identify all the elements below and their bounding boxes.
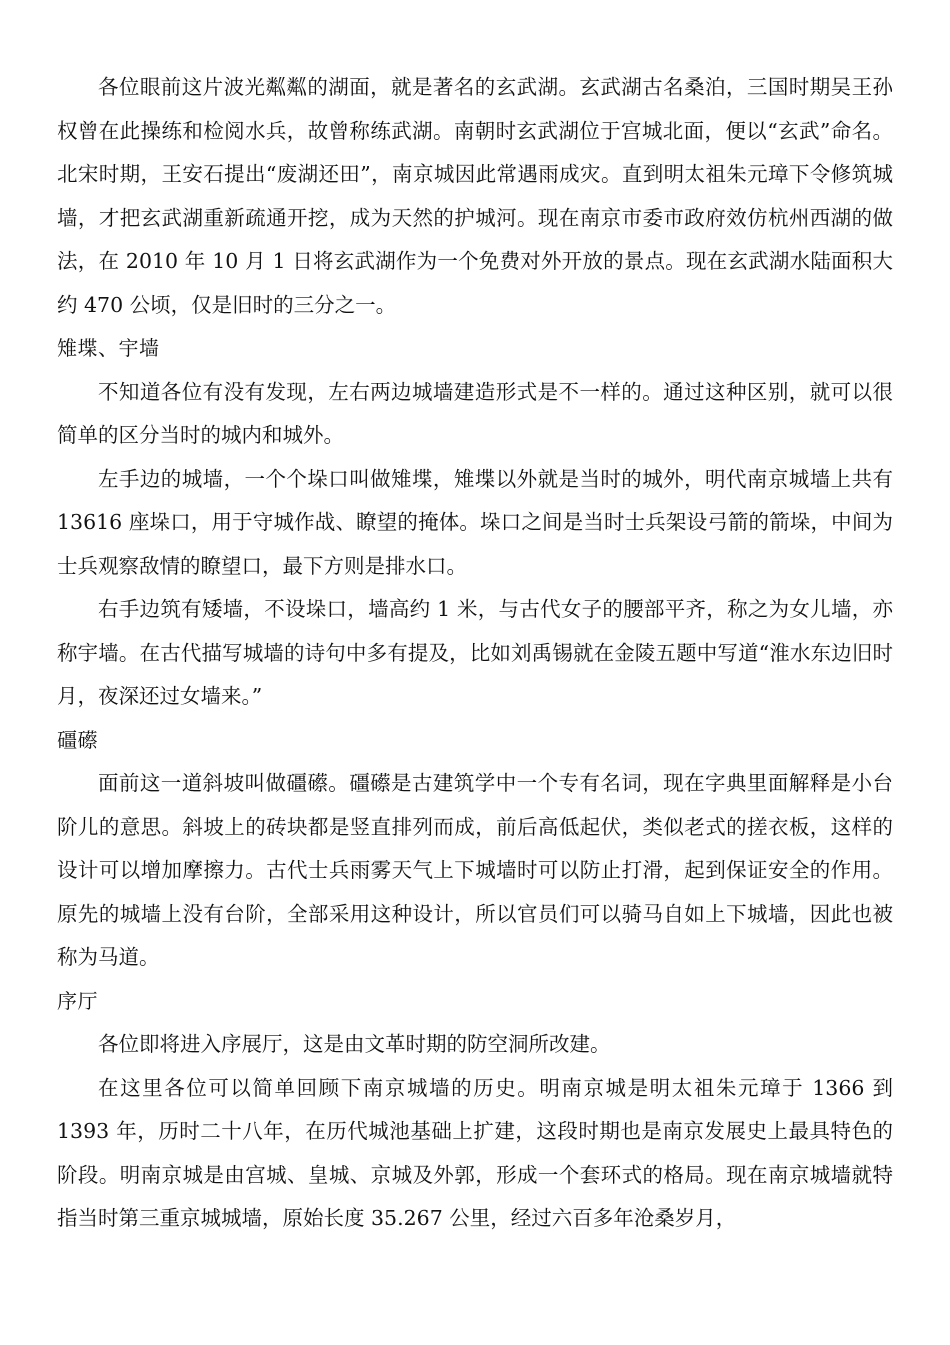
section-heading-xuting: 序厅 <box>57 988 98 1013</box>
paragraph-entering-hall: 各位即将进入序展厅，这是由文革时期的防空洞所改建。 <box>98 1032 611 1056</box>
section-heading-zhidie-yuqiang: 雉堞、宇墙 <box>57 336 160 360</box>
paragraph-inner-outer-walls: 不知道各位有没有发现，左右两边城墙建造形式是不一样的。通过这种区别，就可以很简单的区分当时的城内和城外。 <box>57 379 893 447</box>
paragraph-ramp-description: 面前这一道斜坡叫做礓礤。礓礤是古建筑学中一个专有名词，现在字典里面解释是小台阶儿的意思。斜坡上的砖块都是竖直排列而成，前后高低起伏，类似老式的搓衣板，这样的设计可以增加摩擦力。古代士兵雨雾天气上下城墙时可以防止打滑，起到保证安全的作用。原先的城墙上没有台阶，全部采用这种设计，所以官员们可以骑马自如上下城墙，因此也被称为马道。 <box>57 771 893 969</box>
paragraph-right-wall-parapet: 右手边筑有矮墙，不设垛口，墙高约 1 米，与古代女子的腰部平齐，称之为女儿墙，亦称宇墙。在古代描写城墙的诗句中多有提及，比如刘禹锡就在金陵五题中写道“淮水东边旧时月，夜深还过女墙来。” <box>57 597 893 708</box>
section-heading-jiangca: 礓礤 <box>57 727 98 752</box>
document-page <box>57 66 893 1241</box>
paragraph-xuanwu-lake: 各位眼前这片波光粼粼的湖面，就是著名的玄武湖。玄武湖古名桑泊，三国时期吴王孙权曾在此操练和检阅水兵，故曾称练武湖。南朝时玄武湖位于宫城北面，便以“玄武”命名。北宋时期，王安石提出“废湖还田”，南京城因此常遇雨成灾。直到明太祖朱元璋下令修筑城墙，才把玄武湖重新疏通开挖，成为天然的护城河。现在南京市委市政府效仿杭州西湖的做法，在 2010 年 10 月 1 日将玄武湖作为一个免费对外开放的景点。现在玄武湖水陆面积大约 470 公顷，仅是旧时的三分之一。 <box>57 75 893 317</box>
paragraph-left-wall-battlements: 左手边的城墙，一个个垛口叫做雉堞，雉堞以外就是当时的城外，明代南京城墙上共有 13616 座垛口，用于守城作战、瞭望的掩体。垛口之间是当时士兵架设弓箭的箭垛，中间为士兵观察敌情的瞭望口，最下方则是排水口。 <box>57 466 893 578</box>
paragraph-city-wall-history: 在这里各位可以简单回顾下南京城墙的历史。明南京城是明太祖朱元璋于 1366 到 1393 年，历时二十八年，在历代城池基础上扩建，这段时期也是南京发展史上最具特色的阶段。明南京城是由宫城、皇城、京城及外郭，形成一个套环式的格局。现在南京城墙就特指当时第三重京城城墙，原始长度 35.267 公里，经过六百多年沧桑岁月， <box>57 1075 893 1230</box>
